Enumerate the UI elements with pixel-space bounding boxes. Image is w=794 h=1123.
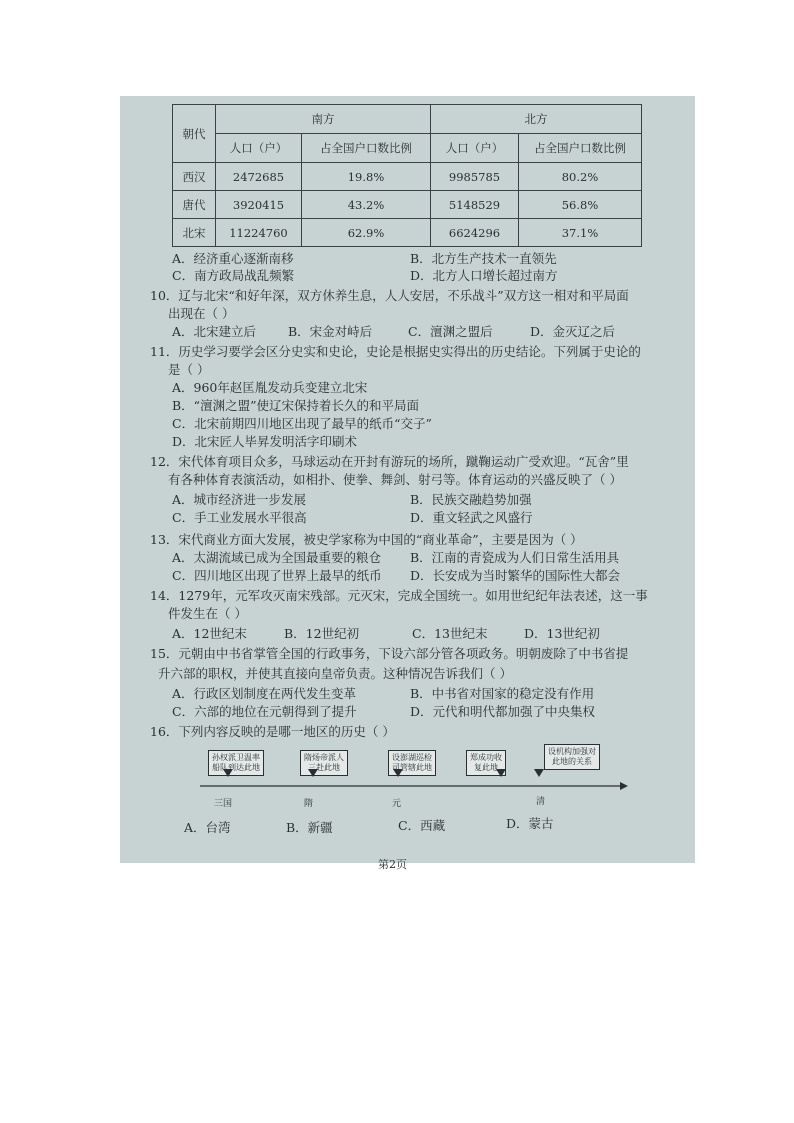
timeline-pointer <box>393 769 403 777</box>
era-label: 隋 <box>304 799 314 809</box>
q10-option-d: D．金灭辽之后 <box>530 324 616 339</box>
q11-stem: 11．历史学习要学会区分史实和史论，史论是根据史实得出的历史结论。下列属于史论的 <box>150 344 641 359</box>
q14-option-c: C．13世纪末 <box>412 626 488 641</box>
timeline-pointer <box>308 769 318 777</box>
q11-stem-2: 是（ ） <box>168 362 210 377</box>
q12-option-d: D．重文轻武之风盛行 <box>410 510 533 525</box>
q15-option-a: A．行政区划制度在两代发生变革 <box>172 686 357 701</box>
timeline-event-4: 郑成功收 复此地 <box>466 750 506 776</box>
q11-option-a: A．960年赵匡胤发动兵变建立北宋 <box>172 380 368 395</box>
q13-stem: 13．宋代商业方面大发展，被史学家称为中国的“商业革命”，主要是因为（ ） <box>150 532 583 547</box>
table-row: 唐代 3920415 43.2% 5148529 56.8% <box>173 191 642 219</box>
population-table <box>172 104 642 247</box>
timeline-pointer <box>496 769 506 777</box>
q11-option-b: B．“澶渊之盟”使辽宋保持着长久的和平局面 <box>172 398 419 413</box>
timeline-event-1: 孙权派卫温率 船队到达此地 <box>208 750 264 776</box>
era-label: 清 <box>536 797 546 807</box>
q10-stem-2: 出现在（ ） <box>168 306 235 321</box>
q9-option-b: B．北方生产技术一直领先 <box>410 251 557 266</box>
q10-stem: 10．辽与北宋“和好年深，双方休养生息，人人安居，不乐战斗”双方这一相对和平局面 <box>150 288 629 303</box>
north-header: 北方 <box>431 105 642 134</box>
era-label: 三国 <box>214 799 233 809</box>
timeline-axis <box>190 776 630 792</box>
q15-option-d: D．元代和明代都加强了中央集权 <box>410 704 596 719</box>
q16-option-d: D．蒙古 <box>506 816 554 831</box>
q16-stem: 16．下列内容反映的是哪一地区的历史（ ） <box>150 724 395 739</box>
q15-stem-2: 升六部的职权，并使其直接向皇帝负责。这种情况告诉我们（ ） <box>158 666 512 681</box>
q13-option-c: C．四川地区出现了世界上最早的纸币 <box>172 568 382 583</box>
q12-option-b: B．民族交融趋势加强 <box>410 492 532 507</box>
q16-option-a: A．台湾 <box>184 820 231 835</box>
q12-option-c: C．手工业发展水平很高 <box>172 510 307 525</box>
q9-option-c: C．南方政局战乱频繁 <box>172 268 295 283</box>
col-dynasty-header: 朝代 <box>173 105 216 163</box>
q15-option-c: C．六部的地位在元朝得到了提升 <box>172 704 357 719</box>
q10-option-c: C．澶渊之盟后 <box>408 324 493 339</box>
q13-option-d: D．长安成为当时繁华的国际性大都会 <box>410 568 621 583</box>
north-pop-header: 人口（户） <box>431 134 519 163</box>
south-pop-header: 人口（户） <box>216 134 302 163</box>
q11-option-d: D．北宋匠人毕昇发明活字印刷术 <box>172 434 358 449</box>
page-number: 第2页 <box>378 858 407 871</box>
q12-option-a: A．城市经济进一步发展 <box>172 492 307 507</box>
q13-option-b: B．江南的青瓷成为人们日常生活用具 <box>410 550 620 565</box>
q13-option-a: A．太湖流域已成为全国最重要的粮仓 <box>172 550 382 565</box>
q16-option-c: C．西藏 <box>398 818 446 833</box>
table-row: 北宋 11224760 62.9% 6624296 37.1% <box>173 219 642 247</box>
timeline-event-2: 隋炀帝派人 三赴此地 <box>300 750 348 776</box>
q12-stem-2: 有各种体育表演活动，如相扑、使拳、舞剑、射弓等。体育运动的兴盛反映了（ ） <box>168 472 622 487</box>
timeline-event-5: 设机构加强对 此地的关系 <box>544 744 600 770</box>
q14-option-b: B．12世纪初 <box>284 626 360 641</box>
era-label: 元 <box>392 799 402 809</box>
q10-option-a: A．北宋建立后 <box>172 324 257 339</box>
q15-option-b: B．中书省对国家的稳定没有作用 <box>410 686 595 701</box>
q14-option-a: A．12世纪末 <box>172 626 247 641</box>
south-header: 南方 <box>216 105 431 134</box>
q14-stem-2: 件发生在（ ） <box>168 606 247 621</box>
timeline-event-3: 设澎湖巡检 司管辖此地 <box>388 750 436 776</box>
q11-option-c: C．北宋前期四川地区出现了最早的纸币“交子” <box>172 416 432 431</box>
q12-stem: 12．宋代体育项目众多，马球运动在开封有游玩的场所，蹴鞠运动广受欢迎。“瓦舍”里 <box>150 454 629 469</box>
q16-option-b: B．新疆 <box>286 820 333 835</box>
q9-option-d: D．北方人口增长超过南方 <box>410 268 558 283</box>
exam-page <box>120 96 695 871</box>
q14-stem: 14．1279年，元军攻灭南宋残部。元灭宋，完成全国统一。如用世纪纪年法表述，这一事 <box>150 588 648 603</box>
table-row: 西汉 2472685 19.8% 9985785 80.2% <box>173 163 642 191</box>
south-ratio-header: 占全国户口数比例 <box>302 134 431 163</box>
q10-option-b: B．宋金对峙后 <box>288 324 373 339</box>
timeline-pointer <box>223 769 233 777</box>
q9-option-a: A．经济重心逐渐南移 <box>172 251 294 266</box>
north-ratio-header: 占全国户口数比例 <box>519 134 642 163</box>
timeline-pointer <box>534 769 544 777</box>
q15-stem: 15．元朝由中书省掌管全国的行政事务，下设六部分管各项政务。明朝废除了中书省提 <box>150 646 629 661</box>
q14-option-d: D．13世纪初 <box>524 626 600 641</box>
